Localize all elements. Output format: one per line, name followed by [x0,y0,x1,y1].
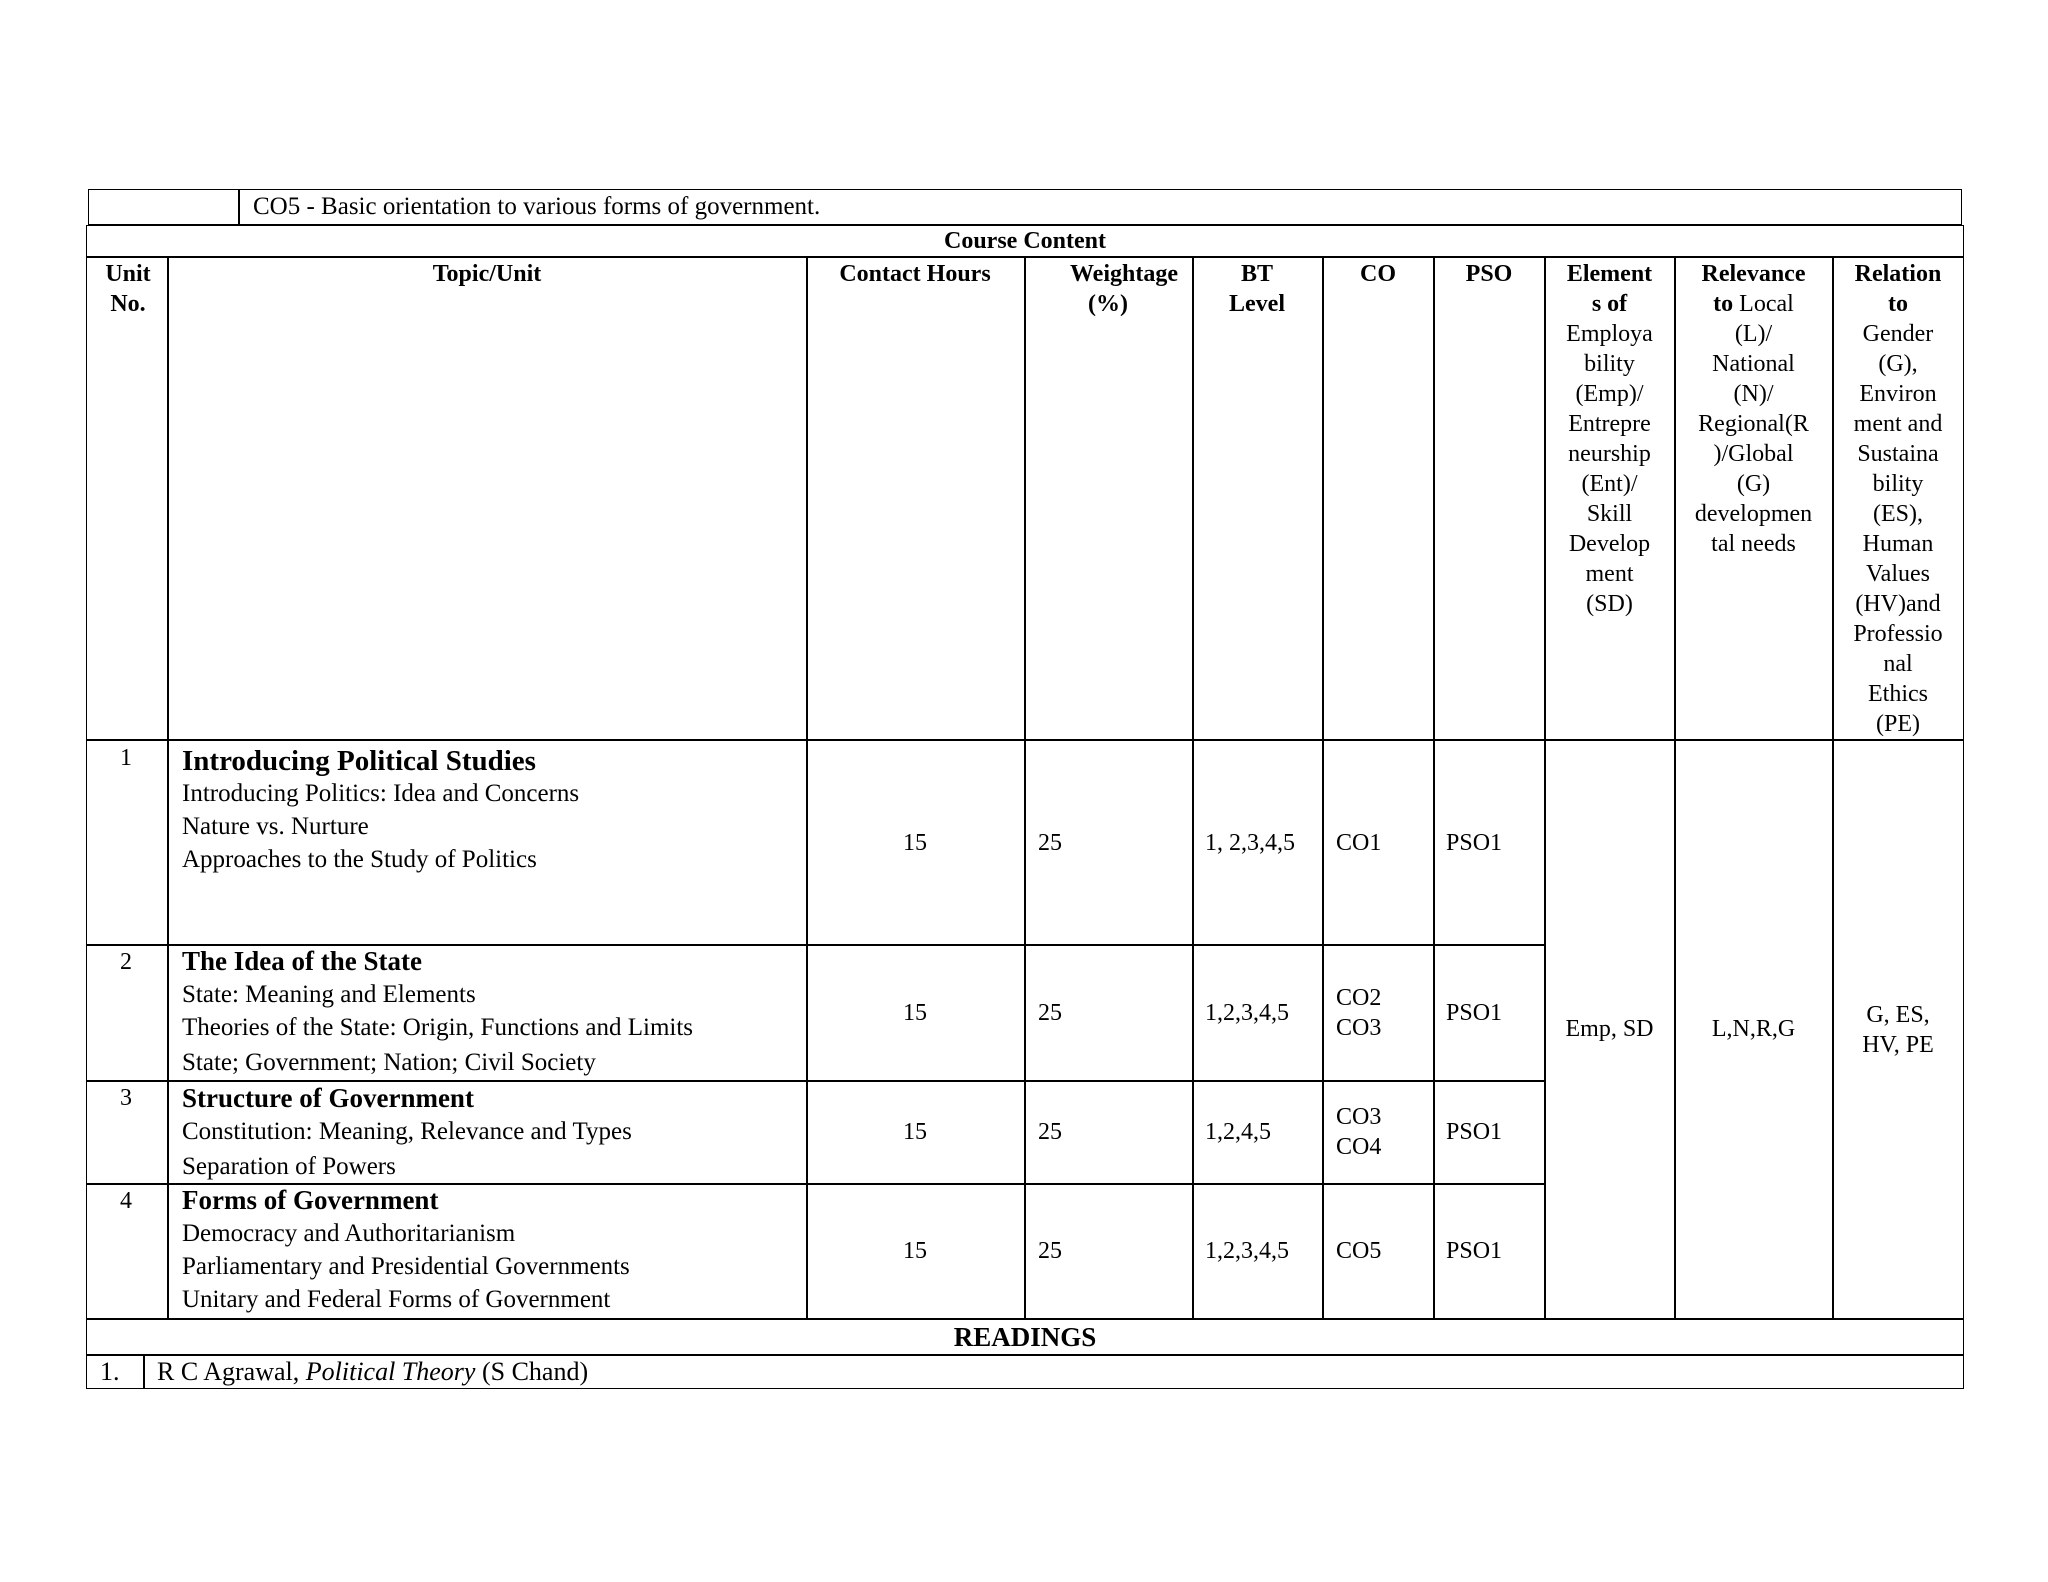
row-line-2 [86,1080,1545,1082]
header-bt-level: BT Level [1229,261,1285,317]
unit-1-weightage: 25 [1038,830,1062,856]
merged-relevance: L,N,R,G [1711,1016,1796,1042]
unit-2-topic-3: State; Government; Nation; Civil Society [182,1049,596,1076]
header-weightage: Weightage (%) [1070,261,1178,317]
unit-2-weightage: 25 [1038,1000,1062,1026]
unit-3-topic-1: Constitution: Meaning, Relevance and Types [182,1118,632,1145]
unit-2-contact-hours: 15 [903,1000,927,1026]
header-relation: Relation to Gender (G), Environ ment and Sustaina bility (ES), Human Values (HV)and Professio nal Ethics (PE) [1853,261,1943,737]
unit-2-co-1: CO2 [1336,985,1382,1011]
header-relevance: Relevance to Local (L)/ National (N)/ Regional(R )/Global (G) developmen tal needs [1694,261,1813,557]
unit-3-title: Structure of Government [182,1083,474,1113]
unit-1-no: 1 [120,745,132,771]
unit-4-co: CO5 [1336,1238,1382,1264]
col-line-2 [806,256,808,1320]
col-line-5 [1322,256,1324,1320]
course-content-title: Course Content [944,228,1106,254]
unit-2-bt-level: 1,2,3,4,5 [1205,1000,1289,1026]
co5-divider [238,189,240,225]
unit-1-topic-2: Nature vs. Nurture [182,813,369,840]
co5-text: CO5 - Basic orientation to various forms of government. [253,193,821,220]
unit-2-topic-2: Theories of the State: Origin, Functions and Limits [182,1014,694,1041]
unit-1-contact-hours: 15 [903,830,927,856]
unit-1-pso: PSO1 [1446,830,1503,856]
unit-3-bt-level: 1,2,4,5 [1205,1119,1271,1145]
header-unit-no: Unit No. [105,261,151,317]
unit-4-pso: PSO1 [1446,1238,1503,1264]
reading-1-no: 1. [100,1357,120,1386]
readings-col-line [143,1354,145,1389]
readings-title: READINGS [953,1322,1097,1352]
col-line-6 [1433,256,1435,1320]
unit-3-no: 3 [120,1085,132,1111]
unit-3-weightage: 25 [1038,1119,1062,1145]
unit-2-topic-1: State: Meaning and Elements [182,981,476,1008]
unit-4-title: Forms of Government [182,1185,439,1215]
unit-1-title: Introducing Political Studies [182,745,536,777]
unit-3-topic-2: Separation of Powers [182,1153,396,1180]
unit-2-co-2: CO3 [1336,1015,1382,1041]
header-topic: Topic/Unit [432,261,542,287]
reading-1-text: R C Agrawal, Political Theory (S Chand) [157,1357,589,1386]
header-contact-hours: Contact Hours [839,261,991,287]
col-line-4 [1192,256,1194,1320]
unit-4-topic-2: Parliamentary and Presidential Governments [182,1253,630,1280]
unit-2-pso: PSO1 [1446,1000,1503,1026]
unit-2-title: The Idea of the State [182,946,422,976]
unit-1-topic-3: Approaches to the Study of Politics [182,846,537,873]
unit-2-no: 2 [120,949,132,975]
header-co: CO [1360,261,1396,287]
col-line-1 [167,256,169,1320]
unit-4-topic-1: Democracy and Authoritarianism [182,1220,516,1247]
merged-employability: Emp, SD [1565,1016,1654,1042]
col-line-3 [1024,256,1026,1320]
unit-1-bt-level: 1, 2,3,4,5 [1205,830,1295,856]
unit-3-co-2: CO4 [1336,1134,1382,1160]
unit-4-weightage: 25 [1038,1238,1062,1264]
unit-4-topic-3: Unitary and Federal Forms of Government [182,1286,611,1313]
row-line-header [86,739,1964,741]
unit-3-co-1: CO3 [1336,1104,1382,1130]
unit-4-no: 4 [120,1188,132,1214]
unit-3-contact-hours: 15 [903,1119,927,1145]
unit-1-co: CO1 [1336,830,1382,856]
readings-divider [86,1354,1964,1356]
unit-3-pso: PSO1 [1446,1119,1503,1145]
merged-relation: G, ES, HV, PE [1862,1002,1934,1058]
unit-1-topic-1: Introducing Politics: Idea and Concerns [182,780,580,807]
unit-4-bt-level: 1,2,3,4,5 [1205,1238,1289,1264]
unit-4-contact-hours: 15 [903,1238,927,1264]
header-employability: Element s of Employa bility (Emp)/ Entrepre neurship (Ent)/ Skill Develop ment (SD) [1566,261,1653,617]
header-pso: PSO [1465,261,1513,287]
